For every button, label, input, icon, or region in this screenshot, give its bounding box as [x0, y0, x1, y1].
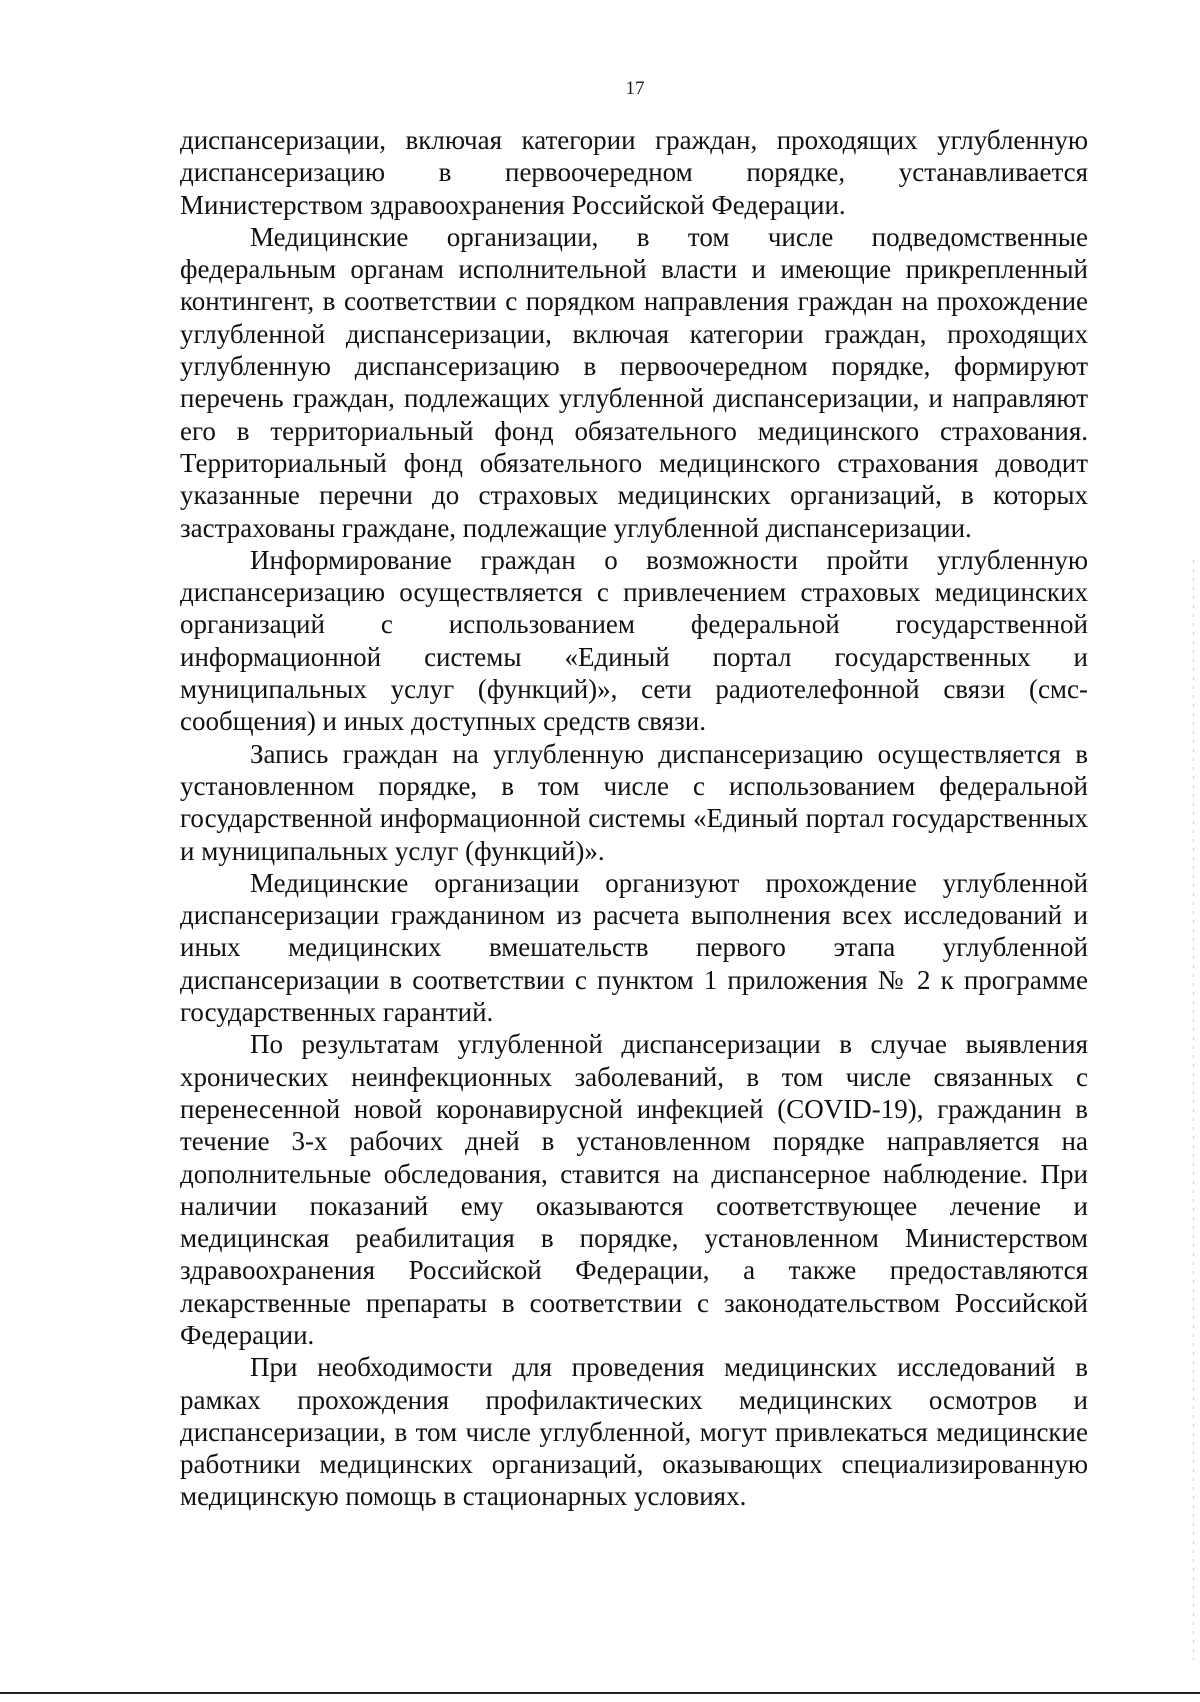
paragraph: Информирование граждан о возможности пройти углубленную диспансеризацию осуществляется с привлечением страховых медицинских организаций с использованием федеральной государственной информационной системы «Единый портал государственных и муниципальных услуг (функций)», сети радиотелефонной связи (смс-сообщения) и иных доступных средств связи. [180, 544, 1088, 737]
document-body [180, 124, 1088, 1513]
paragraph: По результатам углубленной диспансеризации в случае выявления хронических неинфекционных заболеваний, в том числе связанных с перенесенной новой коронавирусной инфекцией (COVID-19), гражданин в течение 3-х рабочих дней в установленном порядке направляется на дополнительные обследования, ставится на диспансерное наблюдение. При наличии показаний ему оказываются соответствующее лечение и медицинская реабилитация в порядке, установленном Министерством здравоохранения Российской Федерации, а также предоставляются лекарственные препараты в соответствии с законодательством Российской Федерации. [180, 1029, 1088, 1350]
paragraph: При необходимости для проведения медицинских исследований в рамках прохождения профилактических медицинских осмотров и диспансеризации, в том числе углубленной, могут привлекаться медицинские работники медицинских организаций, оказывающих специализированную медицинскую помощь в стационарных условиях. [180, 1352, 1088, 1512]
paragraph: Медицинские организации, в том числе подведомственные федеральным органам исполнительной власти и имеющие прикрепленный контингент, в соответствии с порядком направления граждан на прохождение углубленной диспансеризации, включая категории граждан, проходящих углубленную диспансеризацию в первоочередном порядке, формируют перечень граждан, подлежащих углубленной диспансеризации, и направляют его в территориальный фонд обязательного медицинского страхования. Территориальный фонд обязательного медицинского страхования доводит указанные перечни до страховых медицинских организаций, в которых застрахованы граждане, подлежащие углубленной диспансеризации. [180, 221, 1088, 543]
scan-bottom-edge [0, 1692, 1200, 1694]
paragraph: Медицинские организации организуют прохождение углубленной диспансеризации гражданином из расчета выполнения всех исследований и иных медицинских вмешательств первого этапа углубленной диспансеризации в соответствии с пунктом 1 приложения № 2 к программе государственных гарантий. [180, 867, 1088, 1028]
paragraph: Запись граждан на углубленную диспансеризацию осуществляется в установленном порядке, в том числе с использованием федеральной государственной информационной системы «Единый портал государственных и муниципальных услуг (функций)». [180, 738, 1088, 866]
scan-edge-mark [1193, 560, 1194, 1660]
paragraph-continuation: диспансеризации, включая категории граждан, проходящих углубленную диспансеризацию в первоочередном порядке, устанавливается Министерством здравоохранения Российской Федерации. [180, 125, 1088, 220]
page-number: 17 [625, 78, 645, 99]
